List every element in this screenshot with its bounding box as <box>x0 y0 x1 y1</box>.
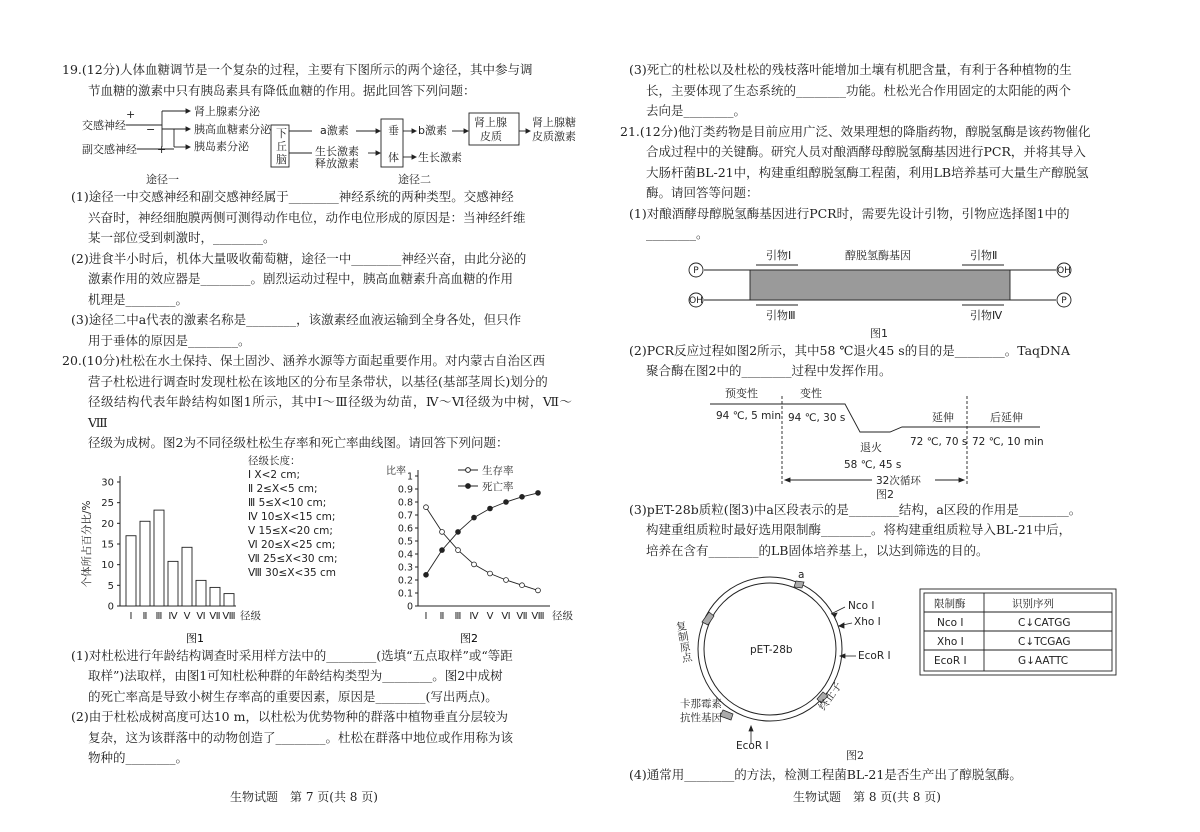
q21-sub2-b: 聚合酶在图2中的________过程中发挥作用。 <box>646 363 892 378</box>
fig1-bar <box>224 593 234 605</box>
pcr-ann-label: 退火 <box>860 440 882 454</box>
plasmid-caption: 图2 <box>846 749 864 762</box>
q21-stem-2: 合成过程中的关键酶。研究人员对酿酒酵母醇脱氢酶基因进行PCR，并将其导入 <box>646 144 1086 159</box>
fig2-x-tick-label: Ⅱ <box>439 610 445 622</box>
pcr-pre-cond: 94 ℃, 5 min <box>716 409 781 422</box>
fig2-survival-point <box>536 588 541 593</box>
fig1-bar <box>154 510 164 606</box>
q19-sub1: (1)途径一中交感神经和副交感神经属于________神经系统的两种类型。交感神经 <box>71 189 514 204</box>
q19-sub1-c: 某一部位受到刺激时，________。 <box>88 230 276 245</box>
xho-site-label: Xho Ⅰ <box>854 616 881 628</box>
fig2-mortality-point <box>520 494 525 499</box>
fig2-y-axis-label: 比率 <box>386 465 406 477</box>
table-header-seq: 识别序列 <box>1012 598 1054 610</box>
table-cell-ecor: EcoR Ⅰ <box>934 655 967 667</box>
pcr-pre-label: 预变性 <box>725 386 758 400</box>
fig2-survival-point <box>520 582 525 587</box>
table-cell-ecor-seq: G↓AATTC <box>1018 655 1069 667</box>
q21-sub3-b: 构建重组质粒时最好选用限制酶________。将构建重组质粒导入BL-21中后， <box>646 522 1072 537</box>
pcr-ext-cond: 72 ℃, 70 s <box>910 435 968 448</box>
fig1-legend-5: Ⅴ 15≤X<20 cm; <box>248 524 333 537</box>
hypothalamus-1: 下 <box>276 127 287 140</box>
fig2-caption: 图2 <box>460 631 478 645</box>
table-cell-nco: Nco Ⅰ <box>937 617 964 629</box>
fig2-legend-survive-marker <box>466 467 471 472</box>
fig2-legend-death-marker <box>466 483 471 488</box>
fig1-y-axis-label: 个体所占百分比/% <box>81 499 93 588</box>
fig2-survival-point <box>504 577 509 582</box>
q20-sub2: (2)由于杜松成树高度可达10 m，以杜松为优势物种的群落中植物垂直分层较为 <box>71 709 508 724</box>
q19-sub1-b: 兴奋时，神经细胞膜两侧可测得动作电位，动作电位形成的原因是：当神经纤维 <box>88 209 526 225</box>
pcr-ext-label: 延伸 <box>932 410 954 424</box>
plasmid-diagram <box>620 561 1130 751</box>
q21-sub3-c: 培养在含有________的LB固体培养基上，以达到筛选的目的。 <box>646 542 989 558</box>
table-cell-nco-seq: C↓CATGG <box>1018 617 1071 629</box>
oh-end-bl: OH <box>689 295 703 306</box>
fig2-y-tick-label: 0.1 <box>397 588 413 599</box>
fig1-bar <box>182 547 192 606</box>
q19-sub3: (3)途径二中a代表的激素名称是________，该激素经血液运输到全身各处，但只作 <box>71 312 522 327</box>
fig2-y-tick-label: 0.7 <box>397 510 413 521</box>
growth-hormone: 生长激素 <box>418 151 462 164</box>
fig1-y-tick-label: 0 <box>107 601 114 612</box>
fig1-caption: 图1 <box>186 631 204 645</box>
fig2-legend-survive: 生存率 <box>482 464 514 477</box>
q21-sub2: (2)PCR反应过程如图2所示，其中58 ℃退火45 s的目的是________。TaqDNA <box>629 342 1071 358</box>
hypothalamus-3: 脑 <box>276 153 287 166</box>
caption-pathway-2: 途径二 <box>398 173 431 186</box>
q19-sub2: (2)进食半小时后，机体大量吸收葡萄糖，途径一中________神经兴奋，由此分泌的 <box>71 250 527 266</box>
plus-sign-2: + <box>157 143 167 156</box>
plasmid-a-label: a <box>798 569 805 581</box>
fig2-x-tick-label: Ⅴ <box>486 610 494 622</box>
q21-sub1-b: ________。 <box>646 226 709 241</box>
fig2-y-tick-label: 0.6 <box>397 523 413 534</box>
q20-stem-2: 营子杜松进行调查时发现杜松在该地区的分布呈条带状，以基径(基部茎周长)划分的 <box>88 373 548 389</box>
fig1-bar <box>210 587 220 606</box>
fig1-legend-6: Ⅵ 20≤X<25 cm; <box>248 538 336 551</box>
fig1-x-tick-label: Ⅲ <box>155 610 163 622</box>
output-glucagon: 胰高血糖素分泌 <box>194 123 271 136</box>
kan-label-1: 卡那霉素 <box>680 698 722 710</box>
bar-chart-fig1 <box>80 476 261 622</box>
ecor1-site-label: EcoR Ⅰ <box>858 650 891 662</box>
q21-sub1: (1)对酿酒酵母醇脱氢酶基因进行PCR时，需要先设计引物，引物应选择图1中的 <box>629 205 1070 221</box>
fig1-legend-1: Ⅰ X<2 cm; <box>248 468 300 481</box>
pcr-fin-label: 后延伸 <box>990 410 1023 424</box>
q21-stem: 21.(12分)他汀类药物是目前应用广泛、效果理想的降脂药物，醇脱氢酶是该药物催化 <box>620 123 1091 139</box>
fig2-survival-point <box>456 547 461 552</box>
fig1-legend-title: 径级长度： <box>248 454 301 467</box>
primer-1-label: 引物Ⅰ <box>766 248 792 262</box>
cortisol-1: 肾上腺糖 <box>532 116 576 129</box>
terminator-label: 终止子 <box>816 680 845 713</box>
cortisol-2: 皮质激素 <box>532 130 576 143</box>
q21-sub3: (3)pET-28b质粒(图3)中a区段表示的是________结构，a区段的作用是________。 <box>629 501 1082 517</box>
table-header-enzyme: 限制酶 <box>934 598 966 610</box>
fig1-legend-8: Ⅷ 30≤X<35 cm <box>248 566 337 579</box>
caption-pathway-1: 途径一 <box>146 173 179 186</box>
p-end-tl: P <box>693 265 699 276</box>
fig1-legend-4: Ⅳ 10≤X<15 cm; <box>248 510 336 523</box>
q19-stem: 19.(12分)人体血糖调节是一个复杂的过程，主要有下图所示的两个途径，其中参与调 <box>62 62 533 77</box>
adrenal-1: 肾上腺 <box>474 116 507 129</box>
q19-pathway-diagram <box>62 103 576 186</box>
q19-sub2-c: 机理是________。 <box>88 291 189 307</box>
fig1-x-tick-label: Ⅶ <box>209 610 221 622</box>
pcr-cycles: 32次循环 <box>876 474 921 487</box>
q19-stem-cont: 节血糖的激素中只有胰岛素具有降低血糖的作用。据此回答下列问题： <box>88 82 476 98</box>
fig2-survival-point <box>440 529 445 534</box>
pcr-den-cond: 94 ℃, 30 s <box>788 411 846 424</box>
fig1-y-tick-label: 20 <box>101 518 114 530</box>
fig2-x-tick-label: Ⅷ <box>531 610 545 622</box>
gene-primer-diagram <box>620 245 1130 341</box>
pcr-ann-cond: 58 ℃, 45 s <box>844 458 902 471</box>
fig2-survival-point <box>424 504 429 509</box>
fig1-bar <box>140 521 150 606</box>
fig2-legend-death: 死亡率 <box>482 480 514 493</box>
fig2-y-tick-label: 0.8 <box>397 497 413 508</box>
q20-sub3: (3)死亡的杜松以及杜松的残枝落叶能增加土壤有机肥含量，有利于各种植物的生 <box>629 62 1072 77</box>
fig2-mortality-point <box>488 506 493 511</box>
fig1-y-tick-label: 30 <box>101 477 114 488</box>
fig2-mortality-point <box>424 572 429 577</box>
pcr-den-label: 变性 <box>800 386 822 400</box>
q21-stem-3: 大肠杆菌BL-21中，构建重组醇脱氢酶工程菌，利用LB培养基可大量生产醇脱氢 <box>646 164 1089 180</box>
minus-sign: − <box>146 123 156 136</box>
fig2-y-tick-label: 0.9 <box>397 484 413 495</box>
q20-stem-4: 径级为成树。图2为不同径级杜松生存率和死亡率曲线图。请回答下列问题： <box>88 435 509 450</box>
fig2-x-tick-label: Ⅳ <box>469 610 479 622</box>
output-insulin: 胰岛素分泌 <box>194 140 249 153</box>
fig1-legend-3: Ⅲ 5≤X<10 cm; <box>248 496 327 509</box>
fig1-x-axis-label: 径级 <box>240 609 261 622</box>
fig2-mortality-point <box>456 529 461 534</box>
q19-sub3-b: 用于垂体的原因是________。 <box>88 332 251 348</box>
fig2-y-tick-label: 0.4 <box>397 549 413 560</box>
adrenal-2: 皮质 <box>480 130 502 143</box>
fig2-survival-point <box>488 571 493 576</box>
right-page <box>620 60 1130 786</box>
kan-label-2: 抗性基因 <box>680 712 722 724</box>
fig1-x-tick-label: Ⅴ <box>183 610 191 622</box>
primer-3-label: 引物Ⅲ <box>766 308 796 322</box>
fig2-survival-point <box>472 562 477 567</box>
pcr-profile-diagram <box>620 382 1130 501</box>
fig1-x-tick-label: Ⅵ <box>196 610 206 622</box>
q20-sub2-c: 物种的________。 <box>88 750 189 765</box>
fig1-x-tick-label: Ⅷ <box>222 610 236 622</box>
q20-stem: 20.(10分)杜松在水土保持、保土固沙、涵养水源等方面起重要作用。对内蒙古自治区西 <box>62 353 546 368</box>
fig1-caption-gene: 图1 <box>870 326 888 340</box>
fig2-y-tick-label: 0.5 <box>397 536 413 547</box>
fig2-mortality-point <box>504 499 509 504</box>
nco-site-label: Nco Ⅰ <box>848 600 875 612</box>
q20-stem-3: 径级结构代表年龄结构如图1所示，其中Ⅰ～Ⅲ径级为幼苗，Ⅳ～Ⅵ径级为中树，Ⅶ～Ⅷ <box>88 394 572 430</box>
fig1-y-tick-label: 25 <box>101 497 114 509</box>
parasympathetic-label: 副交感神经 <box>82 143 137 156</box>
fig2-caption-pcr: 图2 <box>876 487 894 501</box>
primer-2-label: 引物Ⅱ <box>970 248 998 262</box>
footer-left: 生物试题 第 7 页(共 8 页) <box>230 790 378 804</box>
q20-charts <box>62 454 572 646</box>
fig1-x-tick-label: Ⅳ <box>168 610 178 622</box>
q20-sub1-c: 的死亡率高是导致小树生存率高的重要因素，原因是________(写出两点)。 <box>88 688 498 704</box>
plus-sign-1: + <box>126 108 136 121</box>
hormone-b: b激素 <box>418 124 447 137</box>
fig2-x-tick-label: Ⅲ <box>454 610 462 622</box>
fig1-x-tick-label: Ⅰ <box>129 610 133 622</box>
fig1-y-tick-label: 5 <box>107 580 114 592</box>
q20-sub3-c: 去向是________。 <box>646 103 747 118</box>
fig2-y-tick-label: 0 <box>406 601 413 612</box>
segment-ori <box>702 612 714 625</box>
pcr-fin-cond: 72 ℃, 10 min <box>972 435 1044 448</box>
output-adrenaline: 肾上腺素分泌 <box>194 105 260 118</box>
fig1-bar <box>126 535 136 605</box>
q20-sub2-b: 复杂，这为该群落中的动物创造了________。杜松在群落中地位或作用称为该 <box>88 729 514 745</box>
q21-stem-4: 酶。请回答等问题： <box>646 185 759 200</box>
left-page <box>62 60 576 769</box>
fig2-x-axis-label: 径级 <box>552 609 573 622</box>
fig2-mortality-point <box>440 547 445 552</box>
origin-label: 复制原点 <box>674 619 694 664</box>
segment-a <box>794 581 804 588</box>
plasmid-name: pET-28b <box>750 644 793 656</box>
fig2-y-tick-label: 0.3 <box>397 562 413 573</box>
fig2-x-tick-label: Ⅵ <box>501 610 511 622</box>
fig2-x-tick-label: Ⅰ <box>424 610 428 622</box>
fig1-x-tick-label: Ⅱ <box>142 610 148 622</box>
fig1-y-tick-label: 15 <box>101 539 114 550</box>
q20-sub1: (1)对杜松进行年龄结构调查时采用样方法中的________(选填“五点取样”或“等距 <box>71 647 513 663</box>
hormone-a: a激素 <box>320 124 349 137</box>
oh-end-tr: OH <box>1057 265 1071 276</box>
q20-sub3-b: 长，主要体现了生态系统的________功能。杜松光合作用固定的太阳能的两个 <box>646 82 1072 98</box>
pituitary-2: 体 <box>388 151 399 164</box>
fig2-y-tick-label: 1 <box>406 471 413 482</box>
primer-4-label: 引物Ⅳ <box>970 308 1003 322</box>
fig2-mortality-point <box>536 490 541 495</box>
fig2-y-tick-label: 0.2 <box>397 575 413 586</box>
fig2-x-tick-label: Ⅶ <box>516 610 528 622</box>
fig1-legend <box>248 454 337 579</box>
table-cell-xho-seq: C↓TCGAG <box>1018 636 1071 648</box>
fig1-bar <box>168 561 178 606</box>
q21-sub4: (4)通常用________的方法，检测工程菌BL-21是否生产出了醇脱氢酶。 <box>629 767 1022 782</box>
table-cell-xho: Xho Ⅰ <box>937 636 964 648</box>
grh-2: 释放激素 <box>315 157 359 170</box>
footer-right: 生物试题 第 8 页(共 8 页) <box>793 790 941 804</box>
p-end-br: P <box>1061 295 1067 306</box>
ecor2-site-label: EcoR Ⅰ <box>736 740 769 752</box>
fig1-legend-2: Ⅱ 2≤X<5 cm; <box>248 482 318 495</box>
grh-1: 生长激素 <box>315 145 359 158</box>
line-chart-fig2 <box>386 464 573 622</box>
hypothalamus-2: 丘 <box>276 140 287 153</box>
q20-sub1-b: 取样”)法取样，由图1可知杜松种群的年龄结构类型为________。图2中成树 <box>88 668 503 683</box>
pituitary-1: 垂 <box>388 124 399 137</box>
fig1-y-tick-label: 10 <box>101 559 114 571</box>
fig1-bar <box>196 580 206 606</box>
fig1-legend-7: Ⅶ 25≤X<30 cm; <box>248 552 338 565</box>
fig2-mortality-point <box>472 515 477 520</box>
sympathetic-label: 交感神经 <box>82 119 126 132</box>
q19-sub2-b: 激素作用的效应器是________。剧烈运动过程中，胰高血糖素升高血糖的作用 <box>88 271 514 286</box>
gene-label: 醇脱氢酶基因 <box>845 248 911 262</box>
